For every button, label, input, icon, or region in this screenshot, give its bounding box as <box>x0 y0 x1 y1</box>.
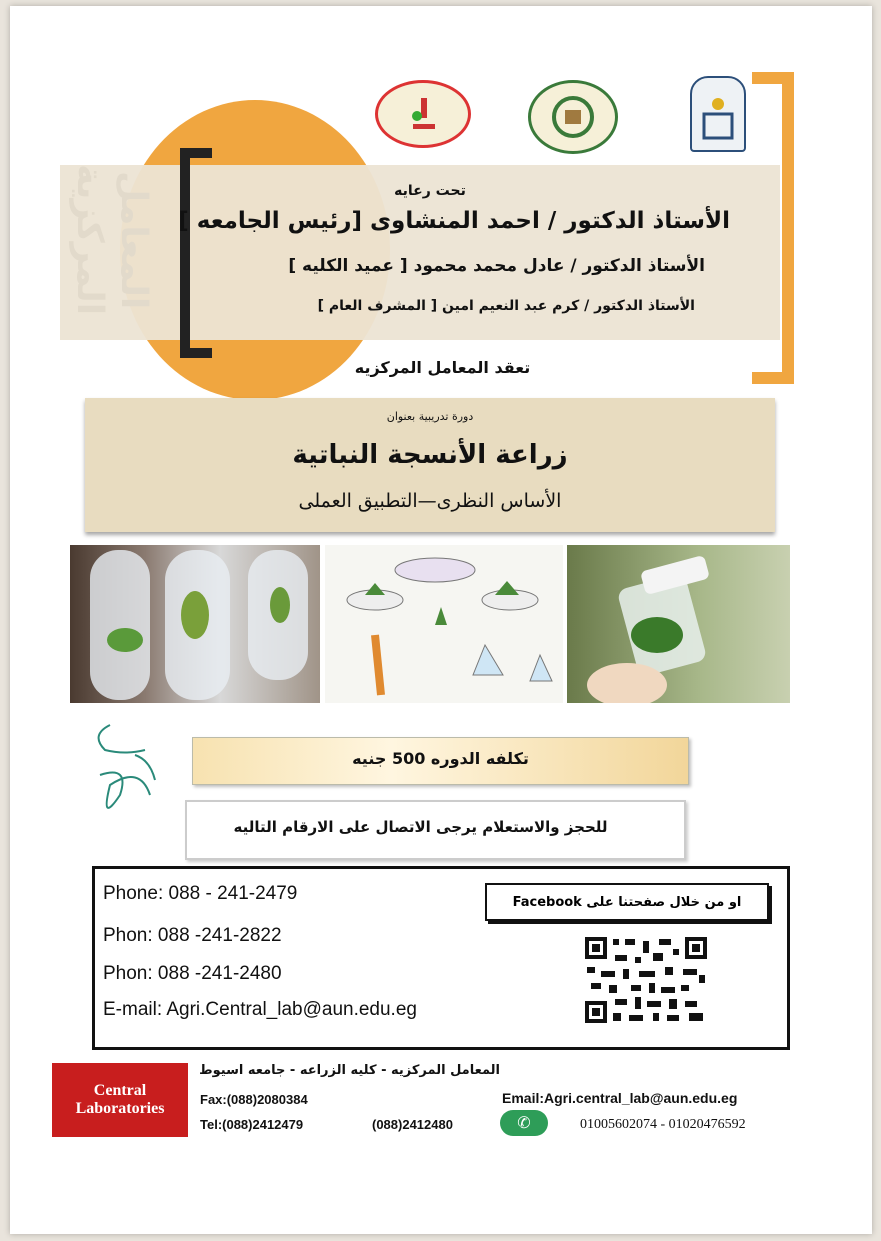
patron-line-1: الأستاذ الدكتور / احمد المنشاوى [رئيس الجامعه ] <box>178 208 730 234</box>
footer-tel-2[interactable]: (088)2412480 <box>372 1117 453 1132</box>
footer-mobiles[interactable]: 01005602074 - 01020476592 <box>580 1117 746 1132</box>
patron-line-2: الأستاذ الدكتور / عادل محمد محمود [ عميد الكليه ] <box>288 256 705 276</box>
phone-3[interactable]: Phon: 088 -241-2480 <box>103 963 282 984</box>
footer-tel[interactable]: Tel:(088)2412479 <box>200 1117 304 1132</box>
under-patronage-label: تحت رعايه <box>394 183 466 199</box>
university-logo <box>690 76 746 152</box>
whatsapp-icon[interactable]: ✆ <box>500 1110 548 1136</box>
tissue-culture-diagram <box>325 545 563 703</box>
facebook-note <box>485 883 769 921</box>
contact-email[interactable]: E-mail: Agri.Central_lab@aun.edu.eg <box>103 999 417 1020</box>
qr-code-icon[interactable] <box>583 935 709 1025</box>
course-cost-banner <box>192 737 689 785</box>
handwritten-signature <box>80 715 190 835</box>
patron-line-3: الأستاذ الدكتور / كرم عبد النعيم امين [ المشرف العام ] <box>317 298 695 314</box>
footer-fax: Fax:(088)2080384 <box>200 1092 308 1107</box>
footer-org: المعامل المركزيه - كليه الزراعه - جامعه اسيوط <box>199 1063 500 1078</box>
contact-panel <box>92 866 790 1050</box>
facebook-note-text: او من خلال صفحتنا على Facebook <box>512 894 742 910</box>
university-emblem-icon <box>692 78 744 150</box>
course-cost: تكلفه الدوره 500 جنيه <box>352 749 529 768</box>
culture-jar-photo <box>567 545 790 703</box>
society-logo <box>375 80 471 148</box>
faculty-logo <box>528 80 618 154</box>
course-subtitle: الأساس النظرى—التطبيق العملى <box>298 490 562 512</box>
organizer-label: تعقد المعامل المركزيه <box>354 358 531 377</box>
footer-email[interactable]: Email:Agri.central_lab@aun.edu.eg <box>502 1090 738 1106</box>
dark-bracket <box>180 148 212 358</box>
phone-1[interactable]: Phone: 088 - 241-2479 <box>103 883 298 904</box>
orange-bracket <box>752 72 794 384</box>
microscope-icon <box>403 94 443 134</box>
badge-line-2: Laboratories <box>75 1100 165 1117</box>
phone-2[interactable]: Phon: 088 -241-2822 <box>103 925 282 946</box>
wreath-icon <box>550 94 596 140</box>
badge-line-1: Central <box>93 1082 147 1099</box>
course-intro: دورة تدريبية بعنوان <box>386 410 474 423</box>
reservation-text: للحجز والاستعلام يرجى الاتصال على الارقام التاليه <box>233 818 608 836</box>
course-title: زراعة الأنسجة النباتية <box>292 440 568 470</box>
reservation-banner <box>185 800 686 860</box>
central-laboratories-badge <box>52 1063 188 1137</box>
test-tubes-photo <box>70 545 320 703</box>
